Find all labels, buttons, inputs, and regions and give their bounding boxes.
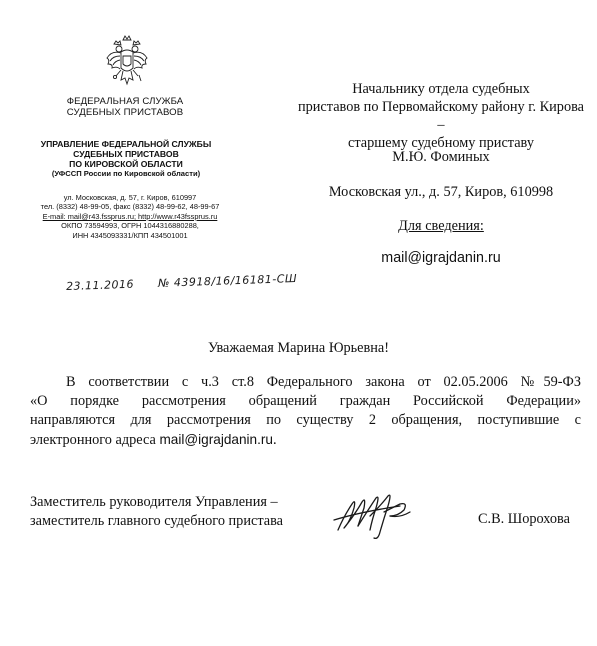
department-name-line: СУДЕБНЫХ ПРИСТАВОВ — [73, 149, 179, 159]
letter-body-email[interactable]: mail@igrajdanin.ru — [159, 432, 273, 447]
letter-body — [30, 373, 581, 450]
addressee-address: Московская ул., д. 57, Киров, 610998 — [328, 184, 554, 200]
letter-body-text: . — [272, 432, 277, 448]
signer-name: С.В. Шорохова — [478, 511, 570, 527]
org-name — [50, 96, 200, 118]
letter-body-text: электронного адреса — [30, 432, 160, 448]
signature-icon — [330, 486, 420, 542]
contact-details — [18, 193, 242, 240]
department-abbreviation: (УФССП России по Кировской области) — [51, 169, 201, 178]
org-name-line: ФЕДЕРАЛЬНАЯ СЛУЖБА — [66, 96, 184, 107]
department-name — [34, 139, 218, 179]
registration-stamp — [66, 272, 298, 293]
signer-title-line: заместитель главного судебного пристава — [30, 513, 284, 529]
addressee-line: Начальнику отдела судебных — [352, 81, 530, 97]
info-copy-label: Для сведения: — [398, 218, 484, 234]
addressee-block — [296, 80, 586, 152]
org-name-line: СУДЕБНЫХ ПРИСТАВОВ — [66, 107, 184, 118]
letter-body-line: «О порядке рассмотрения обращений граждан Российской Федерации» — [30, 393, 581, 409]
signer-title-line: Заместитель руководителя Управления – — [30, 494, 278, 510]
registration-number: № 43918/16/16181-СШ — [157, 271, 298, 290]
info-copy-email[interactable]: mail@igrajdanin.ru — [381, 250, 501, 266]
contact-okpo-ogrn: ОКПО 73594993, ОГРН 1044316880288, — [61, 221, 199, 231]
greeting: Уважаемая Марина Юрьевна! — [207, 340, 390, 356]
contact-phones: тел. (8332) 48-99-05, факс (8332) 48-99-62, 48-99-67 — [40, 202, 220, 212]
letter-body-line: направляются для рассмотрения по существу 2 обращения, поступившие с — [30, 412, 581, 428]
coat-of-arms-icon — [104, 34, 150, 90]
addressee-name: М.Ю. Фоминых — [392, 149, 490, 165]
letter-body-line: В соответствии с ч.3 ст.8 Федерального закона от 02.05.2006 №59-ФЗ — [66, 374, 581, 390]
letter-body-line — [30, 430, 581, 450]
registration-date: 23.11.2016 — [65, 277, 135, 294]
contact-address: ул. Московская, д. 57, г. Киров, 610997 — [63, 193, 197, 202]
addressee-line: старшему судебному приставу — [348, 135, 534, 151]
addressee-line: приставов по Первомайскому району г. Кирова – — [297, 99, 585, 133]
signer-title — [30, 493, 310, 531]
department-name-line: УПРАВЛЕНИЕ ФЕДЕРАЛЬНОЙ СЛУЖБЫ — [40, 139, 212, 149]
contact-email-link[interactable]: E-mail: mail@r43.fssprus.ru; http://www.r43fssprus.ru — [42, 211, 218, 221]
department-name-line: ПО КИРОВСКОЙ ОБЛАСТИ — [69, 159, 183, 169]
contact-inn-kpp: ИНН 4345093331/КПП 434501001 — [72, 230, 188, 240]
